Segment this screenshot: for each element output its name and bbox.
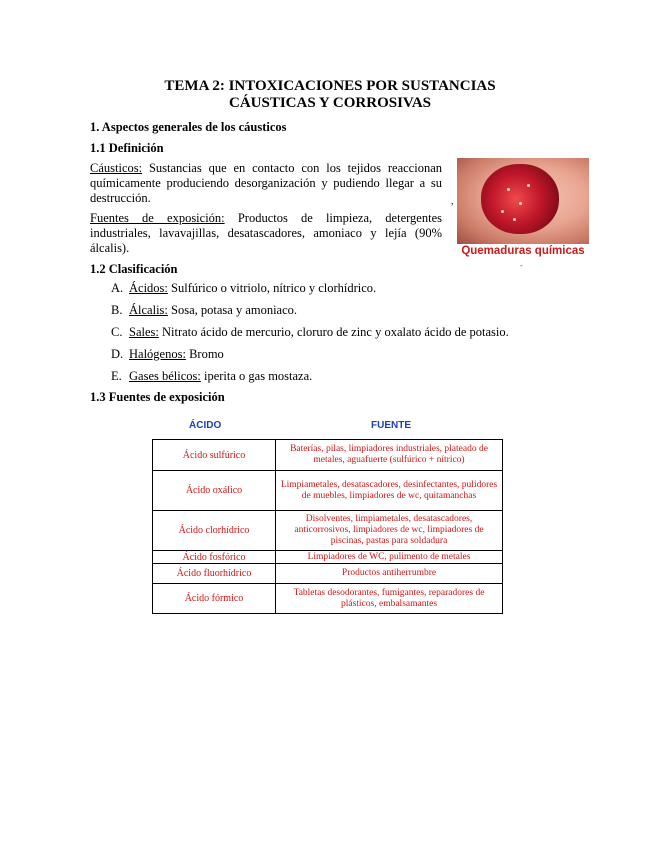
burn-speck	[501, 210, 504, 213]
table-row	[153, 584, 503, 614]
table-row	[153, 564, 503, 584]
chemical-burn-photo	[457, 158, 589, 244]
subsection-heading-classification: 1.2 Clasificación	[90, 262, 178, 276]
source-cell: Productos antiherrumbre	[276, 564, 503, 584]
list-marker: B.	[111, 303, 123, 317]
burn-speck	[527, 184, 530, 187]
list-text: Bromo	[185, 347, 224, 361]
list-term: Sales:	[129, 325, 159, 339]
table-header-source: FUENTE	[371, 420, 411, 431]
document-title	[90, 78, 570, 112]
definition-paragraph	[90, 161, 442, 206]
burn-speck	[519, 202, 522, 205]
stray-comma: ,	[451, 196, 454, 207]
table-header-acid: ÁCIDO	[189, 420, 222, 431]
exposure-term: Fuentes de exposición:	[90, 211, 225, 225]
list-marker: A.	[111, 281, 124, 295]
list-item	[111, 369, 509, 391]
list-text: Sulfúrico o vitriolo, nítrico y clorhídrico.	[167, 281, 377, 295]
photo-caption: Quemaduras químicas	[461, 245, 585, 257]
burn-speck	[513, 218, 516, 221]
list-item	[111, 347, 509, 369]
acid-cell: Ácido oxálico	[153, 471, 276, 511]
list-text: iperita o gas mostaza.	[200, 369, 313, 383]
subsection-heading-exposure: 1.3 Fuentes de exposición	[90, 390, 225, 404]
list-marker: C.	[111, 325, 123, 339]
table-row	[153, 551, 503, 564]
acid-cell: Ácido fosfórico	[153, 551, 276, 564]
list-term: Halógenos:	[129, 347, 186, 361]
list-item	[111, 325, 509, 347]
section-heading-1: 1. Aspectos generales de los cáusticos	[90, 120, 287, 134]
definition-term: Cáusticos:	[90, 161, 143, 175]
burn-speck	[507, 188, 510, 191]
acid-cell: Ácido sulfúrico	[153, 440, 276, 471]
table-row	[153, 440, 503, 471]
list-item	[111, 303, 509, 325]
list-text: Nitrato ácido de mercurio, cloruro de zinc y oxalato ácido de potasio.	[158, 325, 509, 339]
list-term: Gases bélicos:	[129, 369, 201, 383]
list-marker: D.	[111, 347, 124, 361]
exposure-text: Productos de limpieza, detergentes industriales, lavavajillas, desatascadores, amoniaco y lejía (90% álcalis).	[90, 211, 442, 255]
title-line-2: CÁUSTICAS Y CORROSIVAS	[229, 95, 431, 111]
list-term: Ácidos:	[129, 281, 168, 295]
acid-cell: Ácido clorhídrico	[153, 511, 276, 551]
exposure-table	[152, 439, 503, 614]
acid-cell: Ácido fluorhídrico	[153, 564, 276, 584]
title-line-1: TEMA 2: INTOXICACIONES POR SUSTANCIAS	[164, 78, 496, 94]
list-text: Sosa, potasa y amoniaco.	[167, 303, 298, 317]
list-term: Álcalis:	[129, 303, 168, 317]
definition-text: Sustancias que en contacto con los tejidos reaccionan químicamente produciendo desorganización y pudiendo llegar a su destrucción.	[90, 161, 442, 205]
source-cell: Tabletas desodorantes, fumigantes, reparadores de plásticos, embalsamantes	[276, 584, 503, 614]
list-marker: E.	[111, 369, 122, 383]
exposure-paragraph	[90, 211, 442, 256]
subsection-heading-definition: 1.1 Definición	[90, 141, 164, 155]
source-cell: Disolventes, limpiametales, desatascadores, anticorrosivos, limpiadores de wc, limpiadores de piscinas, pastas para soldadura	[276, 511, 503, 551]
source-cell: Baterías, pilas, limpiadores industriales, plateado de metales, aguafuerte (sulfúrico + nítrico)	[276, 440, 503, 471]
list-item	[111, 281, 509, 303]
table-row	[153, 511, 503, 551]
source-cell: Limpiametales, desatascadores, desinfectantes, pulidores de muebles, limpiadores de wc, quitamanchas	[276, 471, 503, 511]
table-row	[153, 471, 503, 511]
acid-cell: Ácido fórmico	[153, 584, 276, 614]
source-cell: Limpiadores de WC, pulimento de metales	[276, 551, 503, 564]
classification-list	[111, 281, 509, 391]
stray-mark: -	[520, 261, 523, 270]
burn-area	[481, 164, 559, 234]
